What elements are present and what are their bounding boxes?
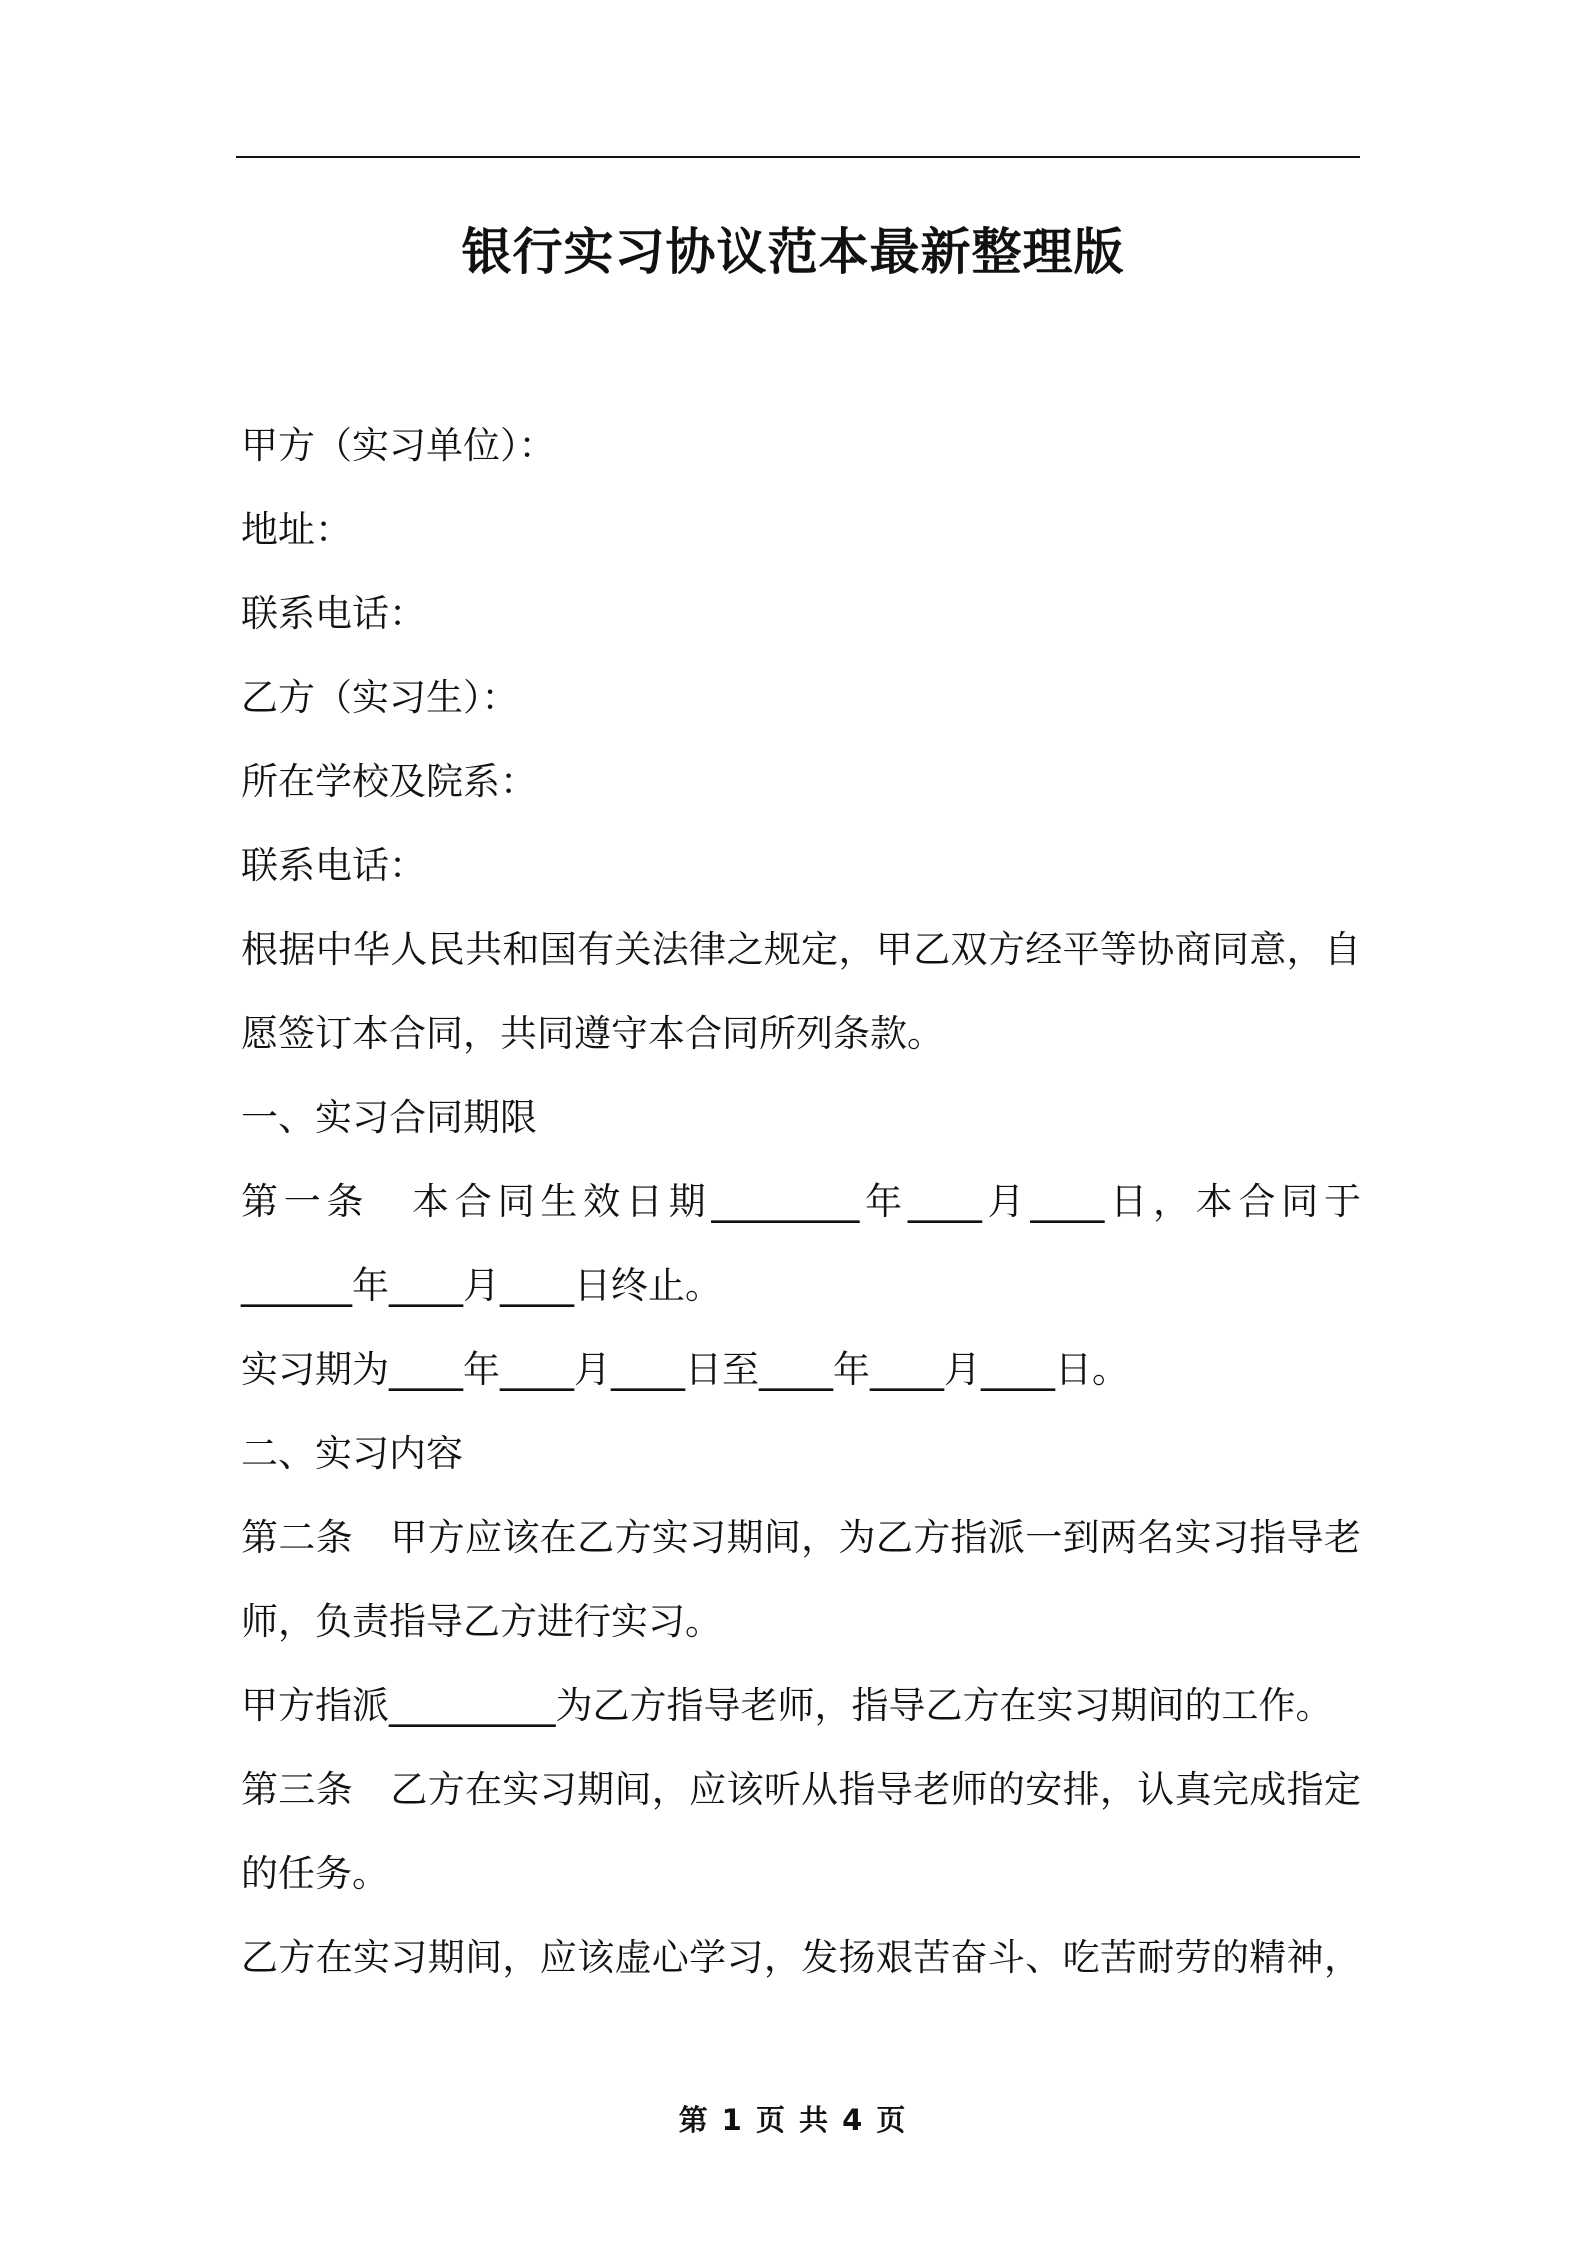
party-a-line: 甲方（实习单位）： <box>241 424 556 467</box>
document-title: 银行实习协议范本最新整理版 <box>461 223 1125 281</box>
article-2-line-2: 师，负责指导乙方进行实习。 <box>241 1600 722 1643</box>
mentor-assignment-line: 甲方指派_________为乙方指导老师，指导乙方在实习期间的工作。 <box>241 1684 1333 1727</box>
party-b-phone-line: 联系电话： <box>241 844 426 887</box>
section-heading-content: 二、实习内容 <box>241 1432 463 1475</box>
party-a-phone-line: 联系电话： <box>241 592 426 635</box>
article-3-line-2: 的任务。 <box>241 1852 389 1895</box>
address-line: 地址： <box>241 508 352 551</box>
page-footer: 第 1 页 共 4 页 <box>678 2103 908 2137</box>
header-rule <box>236 156 1360 158</box>
document-body <box>241 404 1361 2000</box>
preamble-line-1: 根据中华人民共和国有关法律之规定，甲乙双方经平等协商同意，自 <box>241 928 1361 971</box>
conduct-line-1: 乙方在实习期间，应该虚心学习，发扬艰苦奋斗、吃苦耐劳的精神， <box>241 1936 1361 1979</box>
preamble-line-2: 愿签订本合同，共同遵守本合同所列条款。 <box>241 1012 944 1055</box>
section-heading-term: 一、实习合同期限 <box>241 1096 537 1139</box>
article-2-line-1: 第二条 甲方应该在乙方实习期间，为乙方指派一到两名实习指导老 <box>241 1516 1361 1559</box>
party-b-line: 乙方（实习生）： <box>241 676 519 719</box>
article-1-line-2: ______年____月____日终止。 <box>241 1264 722 1307</box>
article-1-line-1: 第一条 本合同生效日期________年____月____日，本合同于 <box>241 1180 1361 1223</box>
internship-period-line: 实习期为____年____月____日至____年____月____日。 <box>241 1348 1129 1391</box>
school-department-line: 所在学校及院系： <box>241 760 537 803</box>
article-3-line-1: 第三条 乙方在实习期间，应该听从指导老师的安排，认真完成指定 <box>241 1768 1361 1811</box>
